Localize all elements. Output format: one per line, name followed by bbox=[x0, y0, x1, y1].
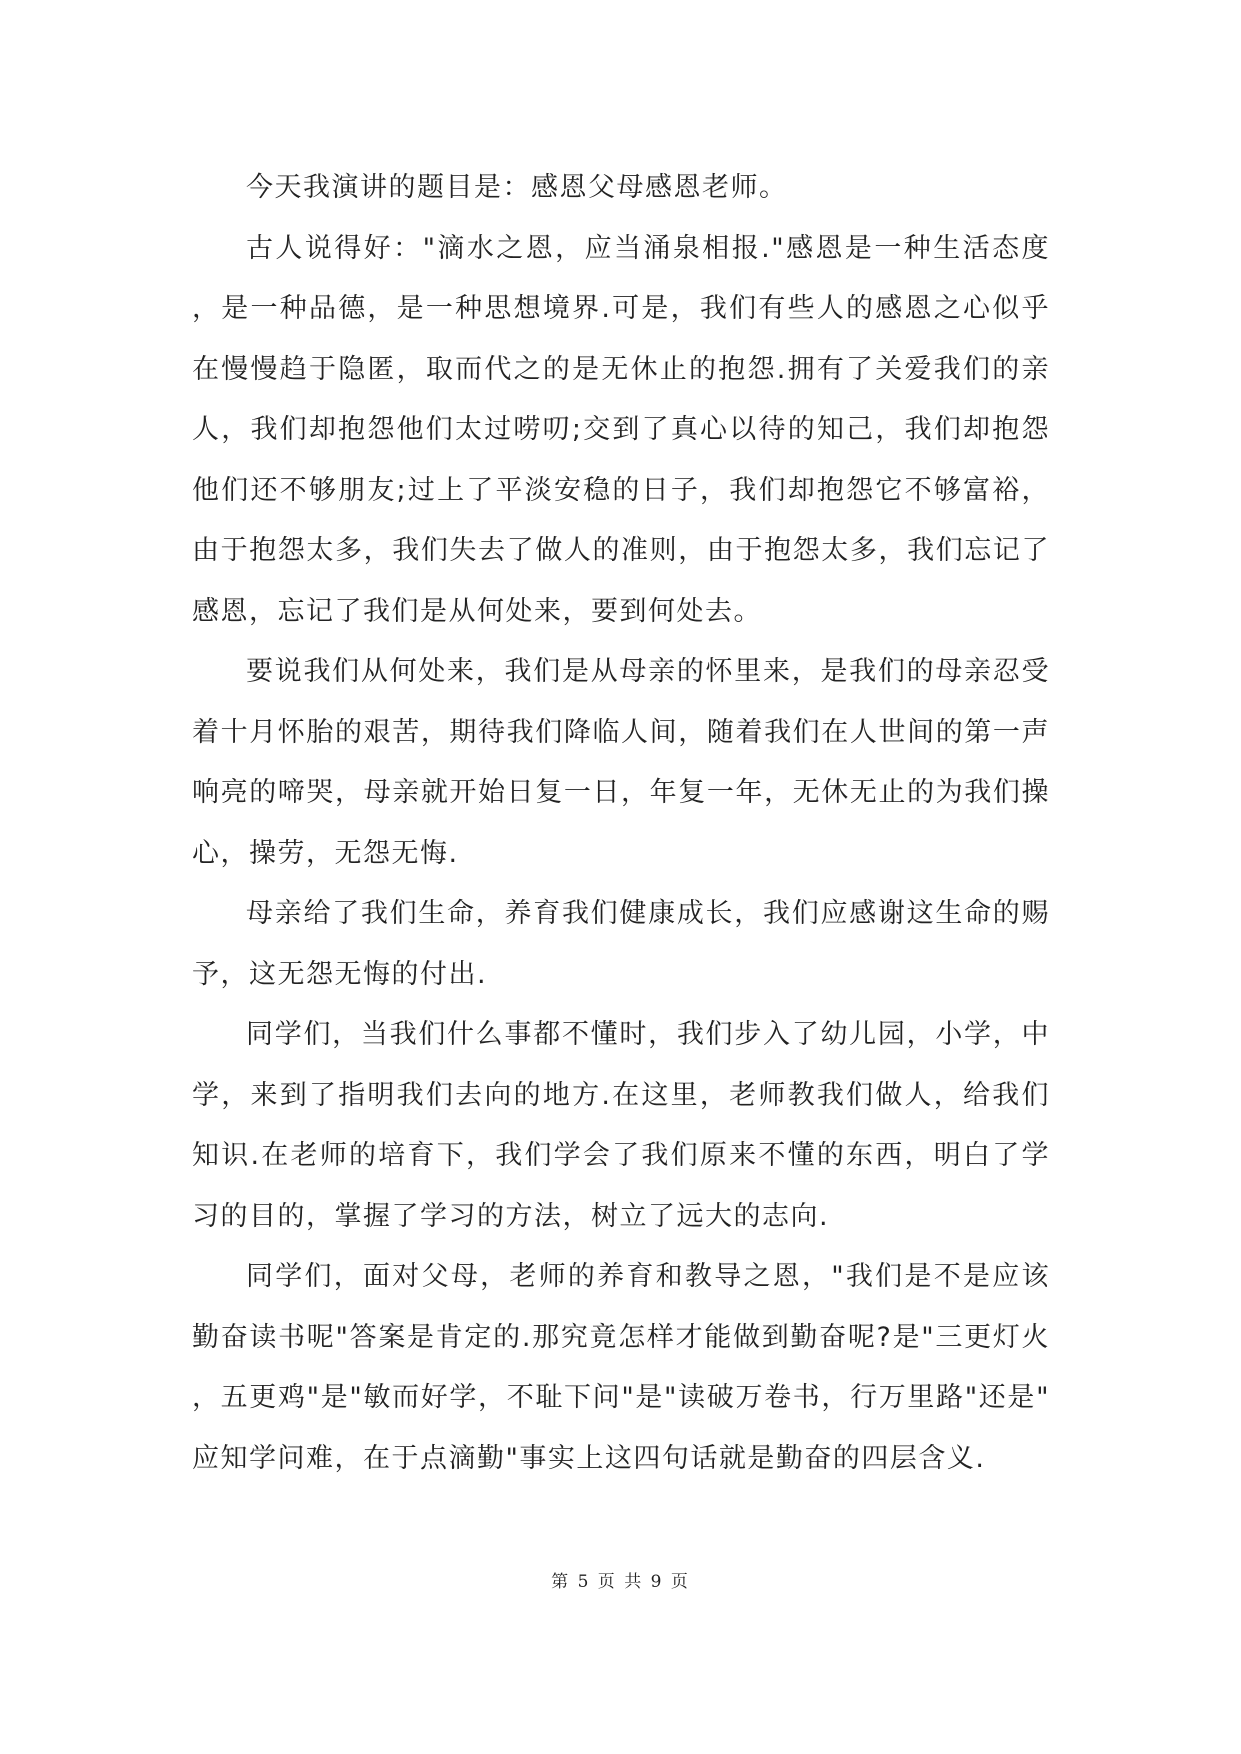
paragraph-life-gift: 母亲给了我们生命，养育我们健康成长，我们应感谢这生命的赐予，这无怨无悔的付出. bbox=[192, 898, 1050, 990]
footer-current-page: 5 bbox=[577, 1572, 591, 1592]
footer-suffix: 页 bbox=[670, 1572, 690, 1592]
paragraph-gratitude: 古人说得好："滴水之恩，应当涌泉相报."感恩是一种生活态度，是一种品德，是一种思想境界.可是，我们有些人的感恩之心似乎在慢慢趋于隐匿，取而代之的是无休止的抱怨.拥有了关爱我们的亲人，我们却抱怨他们太过唠叨;交到了真心以待的知己，我们却抱怨他们还不够朋友;过上了平淡安稳的日子，我们却抱怨它不够富裕，由于抱怨太多，我们失去了做人的准则，由于抱怨太多，我们忘记了感恩，忘记了我们是从何处来，要到何处去。 bbox=[192, 232, 1050, 627]
footer-middle: 页 共 bbox=[597, 1572, 644, 1592]
page-footer bbox=[0, 1567, 1241, 1592]
paragraph-teacher: 同学们，当我们什么事都不懂时，我们步入了幼儿园，小学，中学，来到了指明我们去向的地方.在这里，老师教我们做人，给我们知识.在老师的培育下，我们学会了我们原来不懂的东西，明白了学习的目的，掌握了学习的方法，树立了远大的志向. bbox=[192, 1019, 1050, 1232]
document-body bbox=[192, 158, 1050, 1489]
footer-prefix: 第 bbox=[551, 1572, 571, 1592]
paragraph-mother: 要说我们从何处来，我们是从母亲的怀里来，是我们的母亲忍受着十月怀胎的艰苦，期待我们降临人间，随着我们在人世间的第一声响亮的啼哭，母亲就开始日复一日，年复一年，无休无止的为我们操心，操劳，无怨无悔. bbox=[192, 656, 1050, 869]
footer-total-pages: 9 bbox=[650, 1572, 664, 1592]
paragraph-diligence: 同学们，面对父母，老师的养育和教导之恩，"我们是不是应该勤奋读书呢"答案是肯定的.那究竟怎样才能做到勤奋呢?是"三更灯火，五更鸡"是"敏而好学，不耻下问"是"读破万卷书，行万里路"还是"应知学问难，在于点滴勤"事实上这四句话就是勤奋的四层含义. bbox=[192, 1261, 1050, 1474]
paragraph-title-intro: 今天我演讲的题目是：感恩父母感恩老师。 bbox=[246, 172, 788, 203]
